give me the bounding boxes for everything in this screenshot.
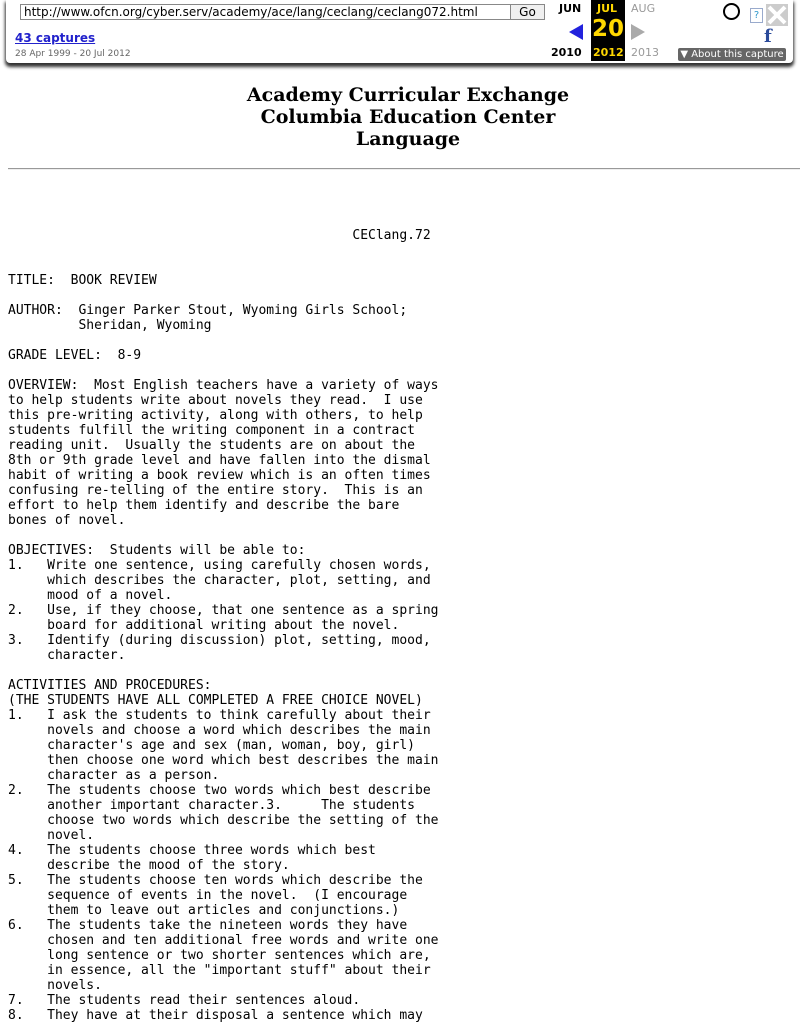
year-prev-link[interactable]: 2010	[551, 46, 582, 59]
prev-capture-arrow-icon[interactable]	[569, 24, 583, 40]
year-current: 2012	[593, 46, 624, 59]
close-x-glyph	[766, 4, 788, 26]
month-current: JUL	[597, 2, 618, 15]
close-icon[interactable]	[766, 4, 788, 26]
go-button[interactable]: Go	[510, 4, 545, 20]
month-prev-link[interactable]: JUN	[559, 2, 582, 15]
heading-line-3: Language	[355, 128, 461, 150]
url-input[interactable]: http://www.ofcn.org/cyber.serv/academy/ace/lang/ceclang/ceclang072.html	[20, 4, 512, 20]
about-capture-button[interactable]: ▼ About this capture	[678, 48, 786, 61]
month-next: AUG	[631, 2, 656, 15]
heading-line-2: Columbia Education Center	[260, 106, 556, 128]
captures-link[interactable]: 43 captures	[15, 31, 96, 45]
lesson-plan-text: CEClang.72 TITLE: BOOK REVIEW AUTHOR: Ginger Parker Stout, Wyoming Girls School; Sheridan, Wyoming GRADE LEVEL: 8-9 OVERVIEW: Most English teachers have a variety of ways to help students write about novels they read. I use this pre-writing activity, along with others, to help students fulfill the writing component in a contract reading unit. Usually the students are on about the 8th or 9th grade level and have fallen into the dismal habit of writing a book review which is an often times confusing re-telling of the entire story. This is an effort to help them identify and describe the bare bones of novel. OBJECTIVES: Students will be able to: 1. Write one sentence, using carefully chosen words, which describes the character, plot, setting, and mood of a novel. 2. Use, if they choose, that one sentence as a spring board for additional writing about the novel. 3. Identify (during discussion) plot, setting, mood, character. ACTIVITIES AND PROCEDURES: (THE STUDENTS HAVE ALL COMPLETED A FREE CHOICE NOVEL) 1. I ask the students to think carefully about their novels and choose a word which describes the main character's age and sex (man, woman, boy, girl) then choose one word which best describes the main character as a person. 2. The students choose two words which best describe another important character.3. The students choose two words which describe the setting of the novel. 4. The students choose three words which best describe the mood of the story. 5. The students choose ten words which describe the sequence of events in the novel. (I encourage them to leave out articles and conjunctions.) 6. The students take the nineteen words they have chosen and ten additional free words and write one long sentence or two shorter sentences which are, in essence, all the "important stuff" about their novels. 7. The students read their sentences aloud. 8. They have at their disposal a sentence which may	[8, 228, 439, 1023]
year-next: 2013	[631, 46, 659, 59]
facebook-icon[interactable]: f	[764, 26, 772, 47]
next-capture-arrow-icon	[631, 24, 645, 40]
wayback-toolbar	[6, 0, 793, 63]
page-heading	[8, 84, 800, 150]
capture-date-range: 28 Apr 1999 - 20 Jul 2012	[15, 49, 131, 59]
help-icon[interactable]: ?	[750, 8, 763, 23]
loading-circle-icon	[723, 3, 740, 20]
divider	[8, 168, 800, 170]
heading-line-1: Academy Curricular Exchange	[246, 84, 570, 106]
capture-day: 20	[591, 16, 624, 42]
